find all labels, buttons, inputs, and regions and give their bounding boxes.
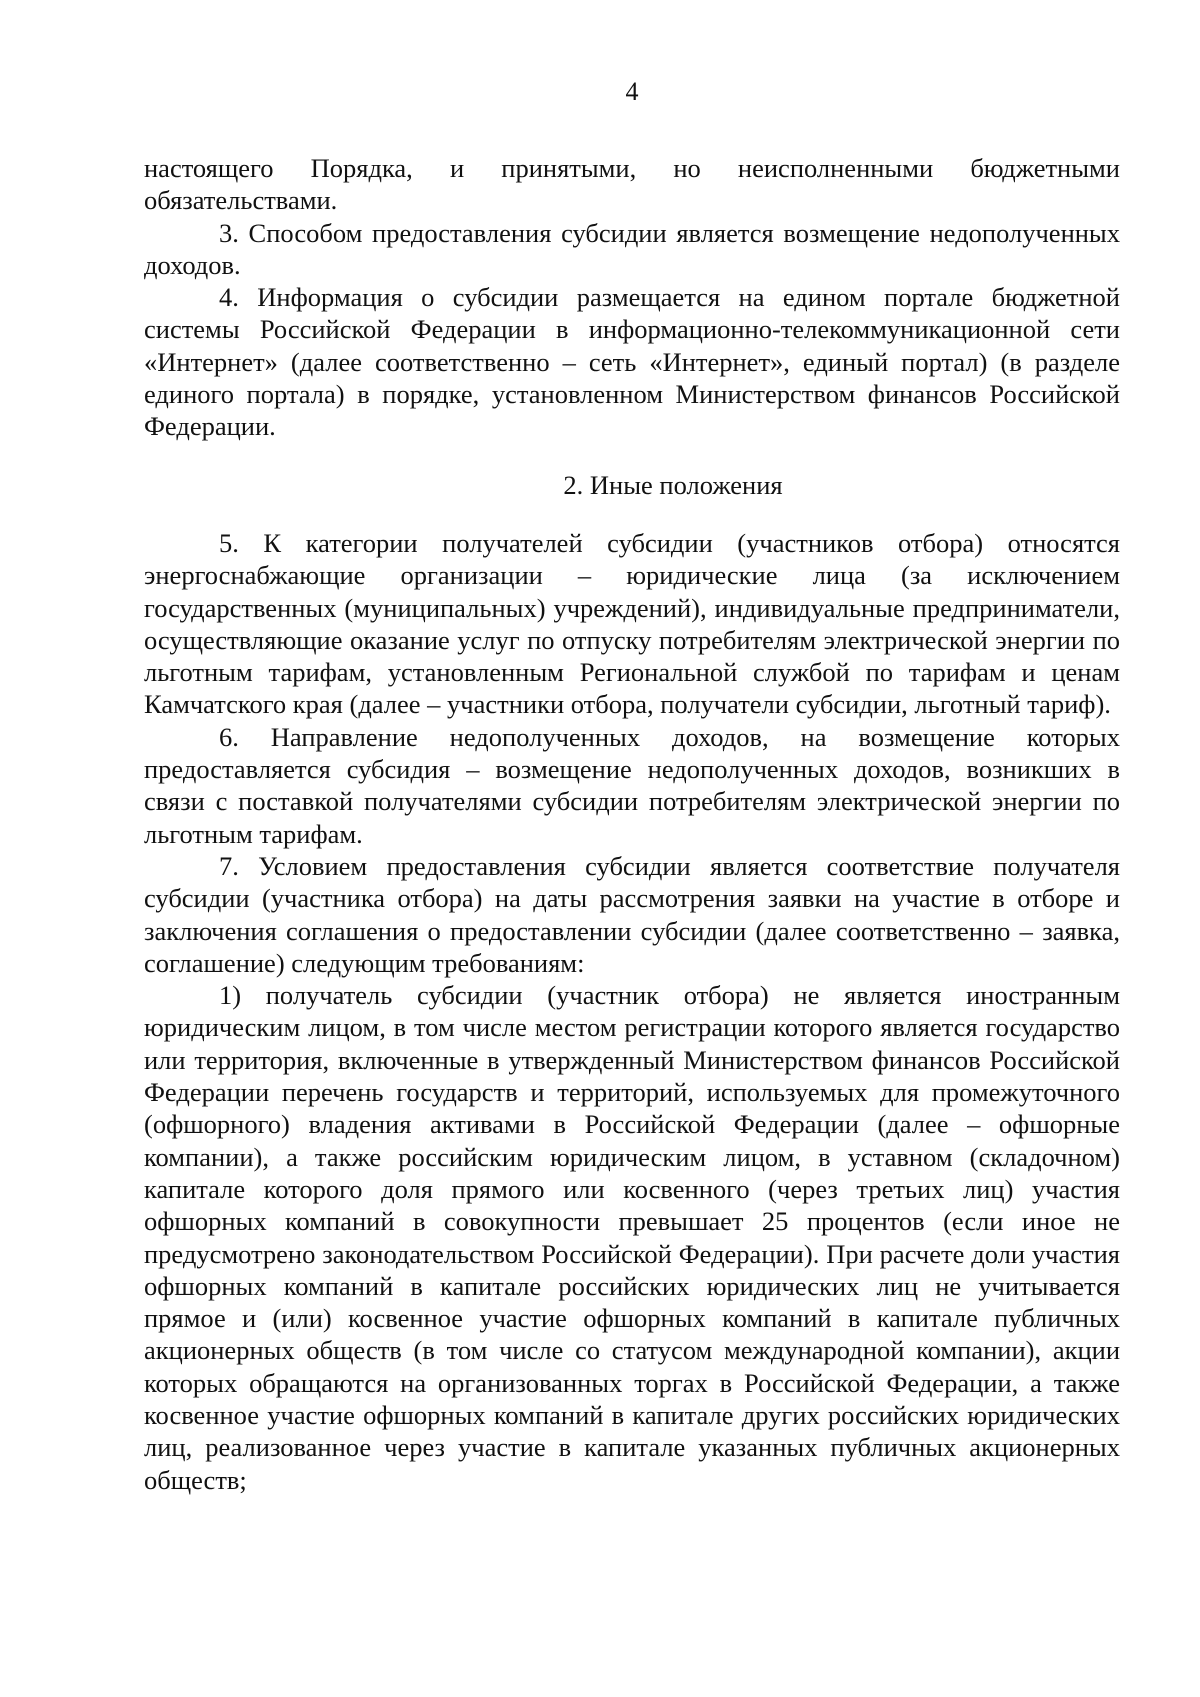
document-body [144, 152, 1120, 1496]
paragraph-item-3: 3. Способом предоставления субсидии является возмещение недополученных доходов. [144, 217, 1120, 280]
paragraph-item-5: 5. К категории получателей субсидии (участников отбора) относятся энергоснабжающие организации – юридические лица (за исключением государственных (муниципальных) учреждений), индивидуальные предприниматели, осуществляющие оказание услуг по отпуску потребителям электрической энергии по льготным тарифам, установленным Региональной службой по тарифам и ценам Камчатского края (далее – участники отбора, получатели субсидии, льготный тариф). [144, 527, 1120, 720]
paragraph-subitem-1: 1) получатель субсидии (участник отбора) не является иностранным юридическим лицом, в том числе местом регистрации которого является государство или территория, включенные в утвержденный Министерством финансов Российской Федерации перечень государств и территорий, используемых для промежуточного (офшорного) владения активами в Российской Федерации (далее – офшорные компании), а также российским юридическим лицом, в уставном (складочном) капитале которого доля прямого или косвенного (через третьих лиц) участия офшорных компаний в совокупности превышает 25 процентов (если иное не предусмотрено законодательством Российской Федерации). При расчете доли участия офшорных компаний в капитале российских юридических лиц не учитывается прямое и (или) косвенное участие офшорных компаний в капитале публичных акционерных обществ (в том числе со статусом международной компании), акции которых обращаются на организованных торгах в Российской Федерации, а также косвенное участие офшорных компаний в капитале других российских юридических лиц, реализованное через участие в капитале указанных публичных акционерных обществ; [144, 980, 1120, 1495]
paragraph-item-4: 4. Информация о субсидии размещается на едином портале бюджетной системы Российской Федерации в информационно-телекоммуникационной сети «Интернет» (далее соответственно – сеть «Интернет», единый портал) (в разделе единого портала) в порядке, установленном Министерством финансов Российской Федерации. [144, 282, 1120, 442]
paragraph-continuation: настоящего Порядка, и принятыми, но неисполненными бюджетными обязательствами. [144, 153, 1120, 216]
paragraph-item-7: 7. Условием предоставления субсидии является соответствие получателя субсидии (участника отбора) на даты рассмотрения заявки на участие в отборе и заключения соглашения о предоставлении субсидии (далее соответственно – заявка, соглашение) следующим требованиям: [144, 850, 1120, 978]
page-number: 4 [625, 77, 639, 106]
section-heading: 2. Иные положения [563, 469, 783, 500]
paragraph-item-6: 6. Направление недополученных доходов, на возмещение которых предоставляется субсидия – возмещение недополученных доходов, возникших в связи с поставкой получателями субсидии потребителям электрической энергии по льготным тарифам. [144, 721, 1120, 849]
